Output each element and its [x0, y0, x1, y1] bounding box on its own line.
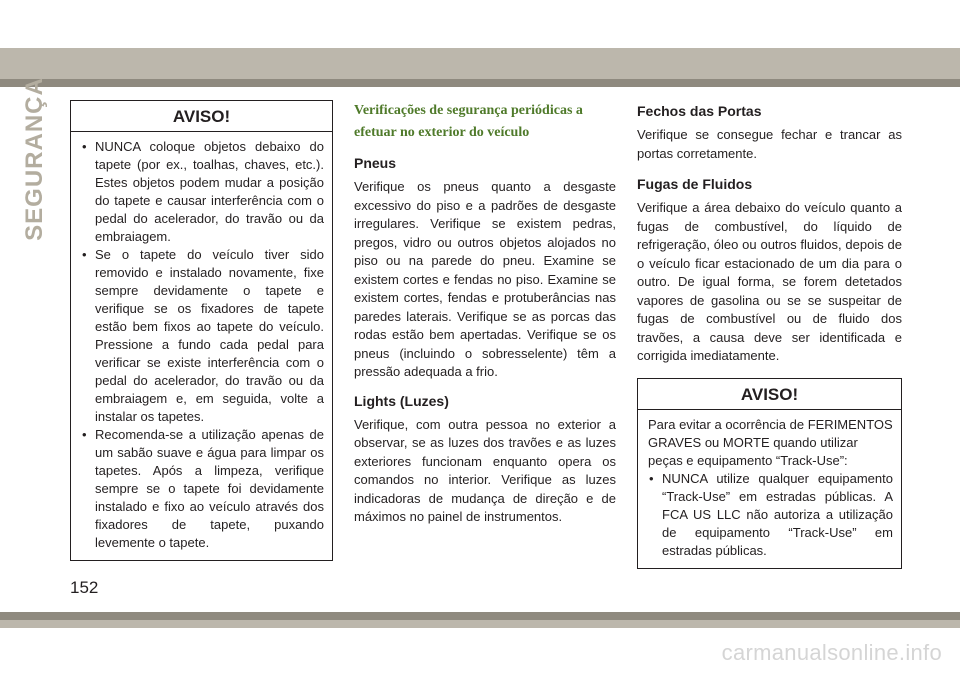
- watermark-text: carmanualsonline.info: [721, 640, 942, 665]
- warning-body: [638, 410, 901, 568]
- warning-item: • NUNCA coloque objetos debaixo do tapete (por ex., toalhas, chaves, etc.). Estes objetos podem mudar a posição do tapete e causar interferência com o pedal do acelerador, do travão ou da embraiagem.: [81, 138, 324, 246]
- header-band-dark: [0, 79, 960, 87]
- warning-title: AVISO!: [71, 101, 332, 132]
- heading-fugas: Fugas de Fluidos: [637, 176, 753, 192]
- warning-intro: Para evitar a ocorrência de FERIMENTOS GRAVES ou MORTE quando utilizar peças e equipamento “Track-Use”:: [648, 416, 893, 468]
- heading-fechos: Fechos das Portas: [637, 103, 762, 119]
- footer-band-dark: [0, 612, 960, 620]
- warning-item: • Se o tapete do veículo tiver sido removido e instalado novamente, fixe sempre devidamente o tapete e verifique se os fixadores de tapete estão bem fixos ao tapete do veículo. Pressione a fundo cada pedal para verificar se existe interferência com o pedal do acelerador, do travão ou da embraiagem e, em seguida, volte a instalar os tapetes.: [81, 246, 324, 426]
- paragraph-fechos: Verifique se consegue fechar e trancar as portas corretamente.: [637, 127, 902, 161]
- warning-box-track-use: [637, 378, 902, 569]
- warning-list: [81, 138, 324, 552]
- section-side-tab: [20, 77, 50, 241]
- footer-band-light: [0, 620, 960, 628]
- heading-lights: Lights (Luzes): [354, 392, 449, 409]
- header-band-light: [0, 48, 960, 79]
- warning-title: AVISO!: [638, 379, 901, 410]
- page-number: 152: [70, 578, 99, 597]
- warning-list: [648, 470, 893, 560]
- middle-column: [354, 100, 616, 537]
- paragraph-fugas: Verifique a área debaixo do veículo quanto a fugas de combustível, do líquido de refrigeração, óleo ou outros fluidos, depois de o veículo ficar estacionado de um dia para o outro. De igual forma, se forem detetados vapores de gasolina ou se se suspeitar de fugas de combustível ou de fluido dos travões, a causa deve ser identificada e corrigida imediatamente.: [637, 200, 902, 363]
- heading-pneus: Pneus: [354, 155, 397, 171]
- section-title: Verificações de segurança periódicas a efetuar no exterior do veículo: [354, 103, 583, 140]
- warning-body: [71, 132, 332, 560]
- paragraph-pneus: Verifique os pneus quanto a desgaste excessivo do piso e a padrões de desgaste irregulares. Verifique se existem pedras, pregos, vidro ou outros objetos alojados no piso ou na parede do pneu. Examine se existem cortes e fendas no piso. Examine se existem cortes, fendas e protuberâncias nas paredes laterais. Verifique se as porcas das rodas estão bem apertadas. Verifique se os pneus (incluindo o sobresselente) têm a pressão adequada a frio.: [354, 179, 616, 379]
- warning-item: • Recomenda-se a utilização apenas de um sabão suave e água para limpar os tapetes. Após a limpeza, verifique sempre se o tapete foi devidamente instalado e fixo ao veículo através dos fixadores de tapete, puxando levemente o tapete.: [81, 426, 324, 552]
- left-column: [70, 100, 333, 561]
- warning-item: • NUNCA utilize qualquer equipamento “Track-Use” em estradas públicas. A FCA US LLC não autoriza a utilização de equipamento “Track-Use” em estradas públicas.: [648, 470, 893, 560]
- warning-box-floor-mats: [70, 100, 333, 561]
- right-column: [637, 100, 902, 569]
- paragraph-lights: Verifique, com outra pessoa no exterior a observar, se as luzes dos travões e as luzes exteriores funcionam enquanto opera os comandos no interior. Verifique as luzes indicadoras de mudança de direção e de máximos no painel de instrumentos.: [354, 416, 616, 524]
- header-band: [0, 0, 960, 79]
- section-side-tab-label: SEGURANÇA: [21, 77, 48, 241]
